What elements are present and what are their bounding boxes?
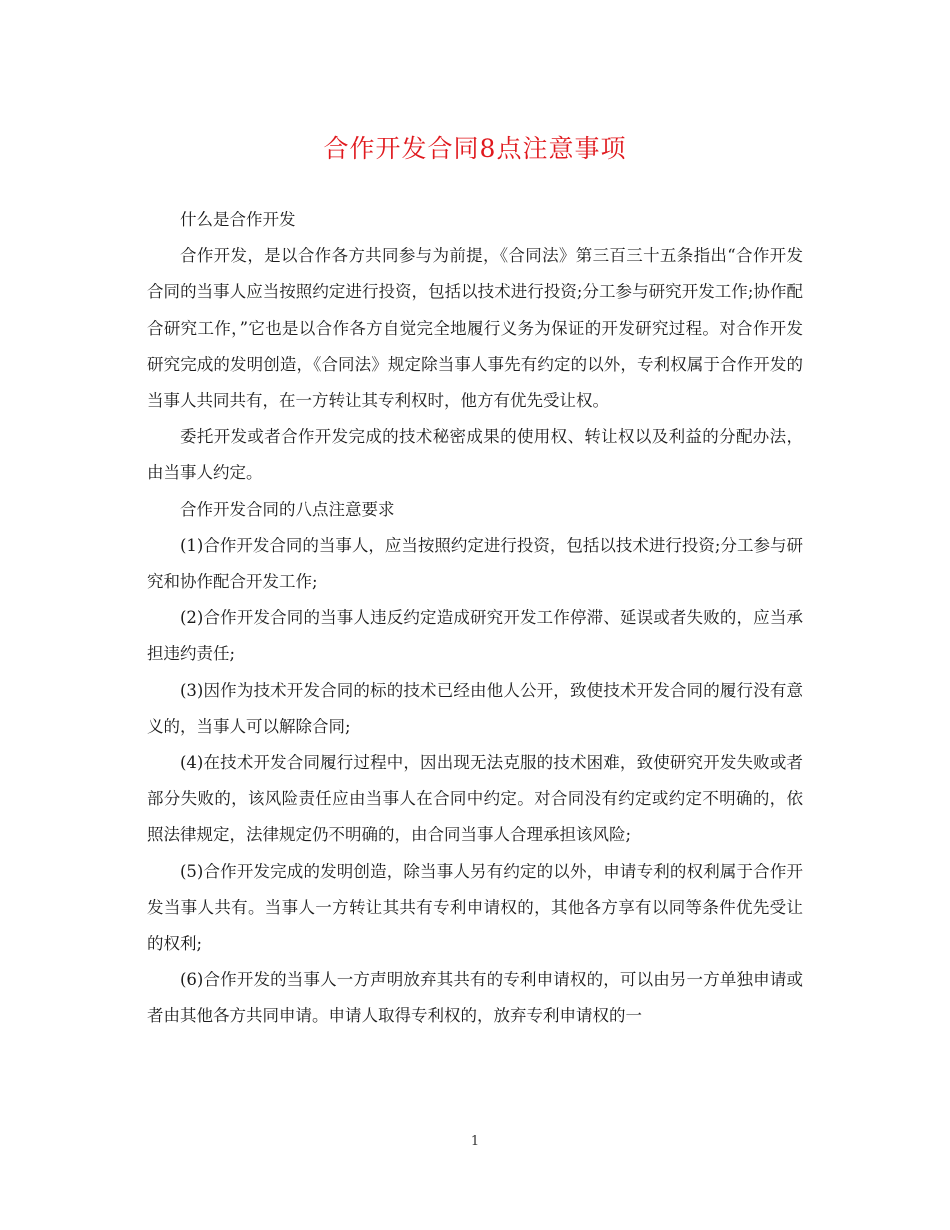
section-heading-what-is: 什么是合作开发 [180,210,296,229]
list-item-point-2: (2)合作开发合同的当事人违反约定造成研究开发工作停滞、延误或者失败的，应当承担违约责任; [147,608,803,664]
section-heading-eight-points: 合作开发合同的八点注意要求 [180,499,395,519]
paragraph-technical-secrets: 委托开发或者合作开发完成的技术秘密成果的使用权、转让权以及利益的分配办法，由当事人约定。 [147,427,803,483]
list-item-point-3: (3)因作为技术开发合同的标的技术已经由他人公开，致使技术开发合同的履行没有意义的，当事人可以解除合同; [147,680,803,736]
list-item-point-5: (5)合作开发完成的发明创造，除当事人另有约定的以外，申请专利的权利属于合作开发当事人共有。当事人一方转让其共有专利申请权的，其他各方享有以同等条件优先受让的权利; [147,861,803,954]
document-title: 合作开发合同8点注意事项 [323,134,627,163]
document-body [147,202,803,1035]
list-item-point-4: (4)在技术开发合同履行过程中，因出现无法克服的技术困难，致使研究开发失败或者部分失败的，该风险责任应由当事人在合同中约定。对合同没有约定或约定不明确的，依照法律规定，法律规定仍不明确的，由合同当事人合理承担该风险; [147,753,803,845]
list-item-point-6: (6)合作开发的当事人一方声明放弃其共有的专利申请权的，可以由另一方单独申请或者由其他各方共同申请。申请人取得专利权的，放弃专利申请权的一 [147,970,803,1026]
paragraph-definition: 合作开发，是以合作各方共同参与为前提，《合同法》第三百三十五条指出“合作开发合同的当事人应当按照约定进行投资，包括以技术进行投资;分工参与研究开发工作;协作配合研究工作，”它也是以合作各方自觉完全地履行义务为保证的开发研究过程。对合作开发研究完成的发明创造，《合同法》规定除当事人事先有约定的以外，专利权属于合作开发的当事人共同共有，在一方转让其专利权时，他方有优先受让权。 [147,246,803,411]
page-number: 1 [470,1134,480,1149]
list-item-point-1: (1)合作开发合同的当事人，应当按照约定进行投资，包括以技术进行投资;分工参与研究和协作配合开发工作; [147,535,803,592]
